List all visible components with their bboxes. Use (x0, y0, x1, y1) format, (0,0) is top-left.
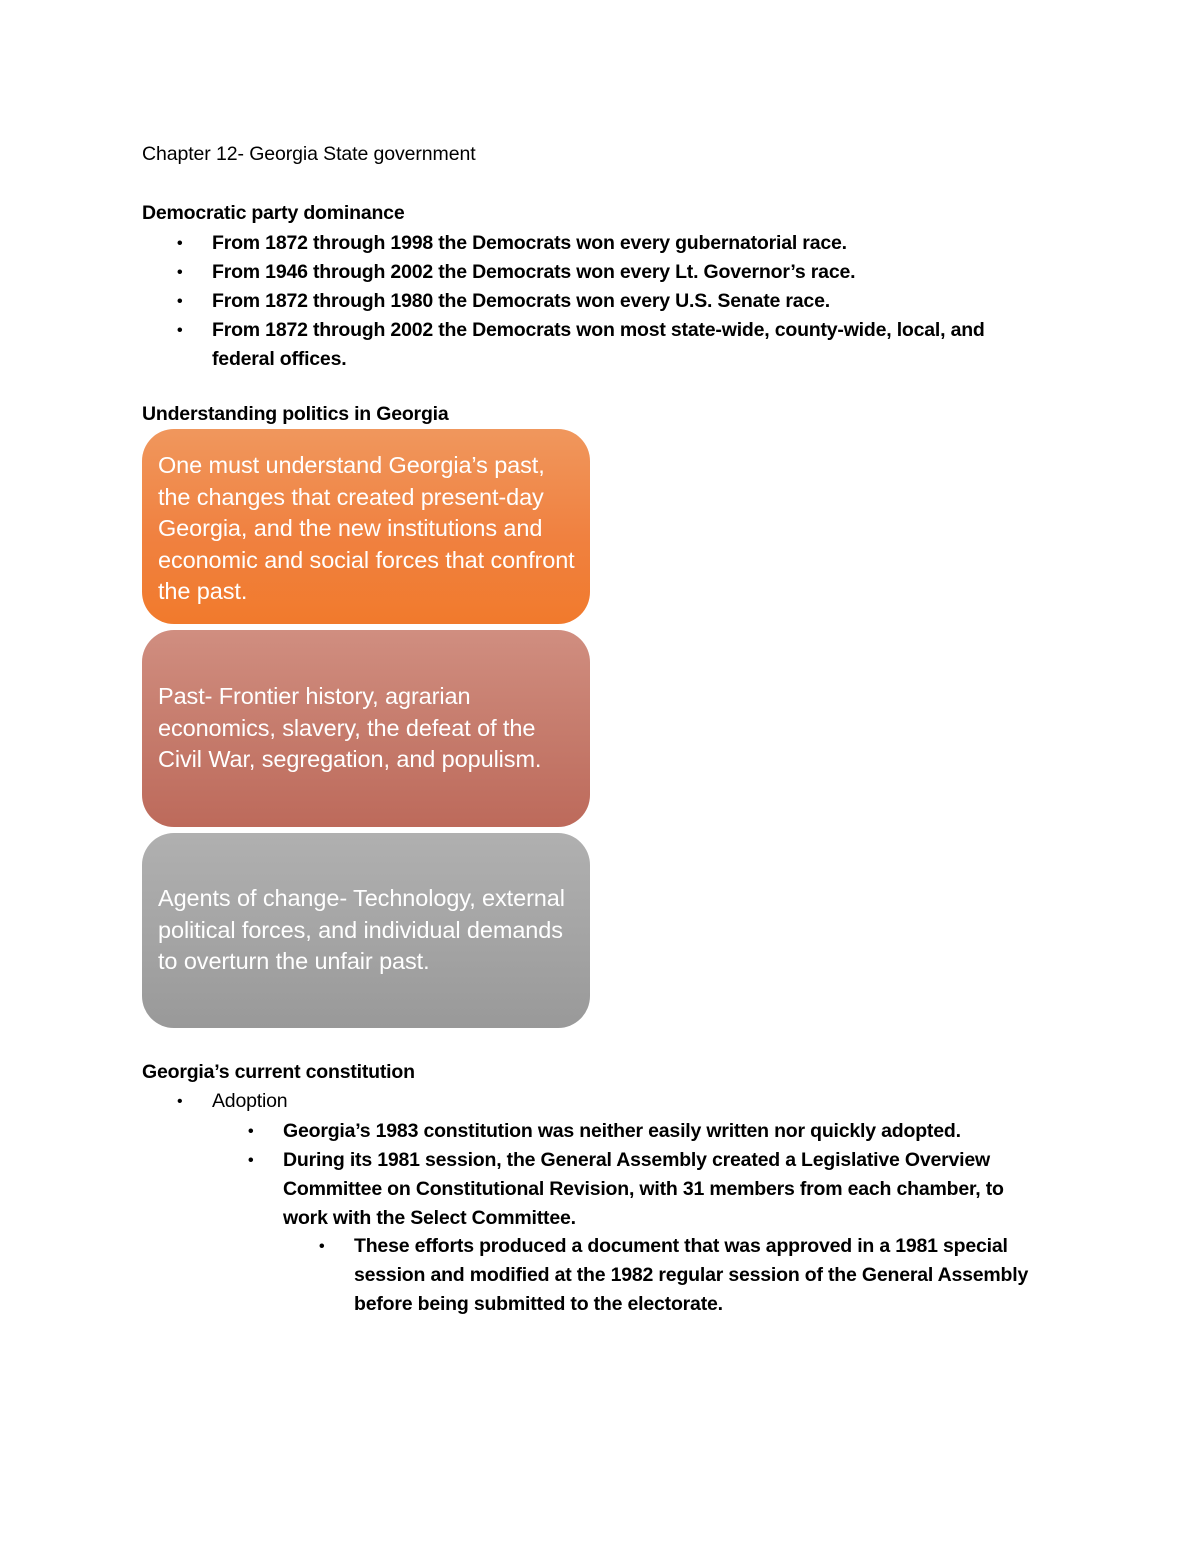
bullet-icon: • (177, 235, 183, 252)
list-item: • From 1872 through 1998 the Democrats won every gubernatorial race. (212, 229, 1072, 258)
diagram-box-text: One must understand Georgia’s past, the changes that created present-day Georgia, and the new institutions and economic and social forces that confront the past. (158, 452, 575, 604)
diagram-box-text: Past- Frontier history, agrarian economics, slavery, the defeat of the Civil War, segregation, and populism. (158, 683, 542, 773)
list-item: • From 1872 through 2002 the Democrats won most state-wide, county-wide, local, and federal offices. (212, 316, 1052, 374)
section-heading-constitution: Georgia’s current constitution (142, 1061, 415, 1083)
list-item: • During its 1981 session, the General Assembly created a Legislative Overview Committee on Constitutional Revision, with 31 members from each chamber, to work with the Select Committee. (283, 1146, 1053, 1233)
list-item: • Georgia’s 1983 constitution was neither easily written nor quickly adopted. (283, 1117, 1073, 1146)
constitution-level1-list (177, 1087, 1072, 1116)
diagram-box-past-understanding (142, 429, 590, 624)
list-item: • From 1872 through 1980 the Democrats won every U.S. Senate race. (212, 287, 1072, 316)
constitution-level2-list (248, 1117, 1073, 1233)
constitution-level3-list (319, 1232, 1074, 1319)
bullet-icon: • (248, 1123, 254, 1140)
bullet-icon: • (319, 1238, 325, 1255)
bullet-icon: • (177, 293, 183, 310)
diagram-box-agents-of-change (142, 833, 590, 1028)
section-heading-dominance: Democratic party dominance (142, 202, 405, 224)
bullet-icon: • (177, 264, 183, 281)
bullet-icon: • (248, 1152, 254, 1169)
section-heading-understanding: Understanding politics in Georgia (142, 403, 449, 425)
dominance-bullet-list (177, 229, 1072, 374)
list-item: • From 1946 through 2002 the Democrats won every Lt. Governor’s race. (212, 258, 1072, 287)
list-item: • These efforts produced a document that was approved in a 1981 special session and modified at the 1982 regular session of the General Assembly before being submitted to the electorate. (354, 1232, 1064, 1319)
bullet-icon: • (177, 1093, 183, 1110)
list-item: • Adoption (212, 1087, 1072, 1116)
diagram-box-text: Agents of change- Technology, external political forces, and individual demands to overturn the unfair past. (158, 885, 565, 975)
bullet-icon: • (177, 322, 183, 339)
diagram-box-past (142, 630, 590, 827)
document-title: Chapter 12- Georgia State government (142, 143, 476, 165)
